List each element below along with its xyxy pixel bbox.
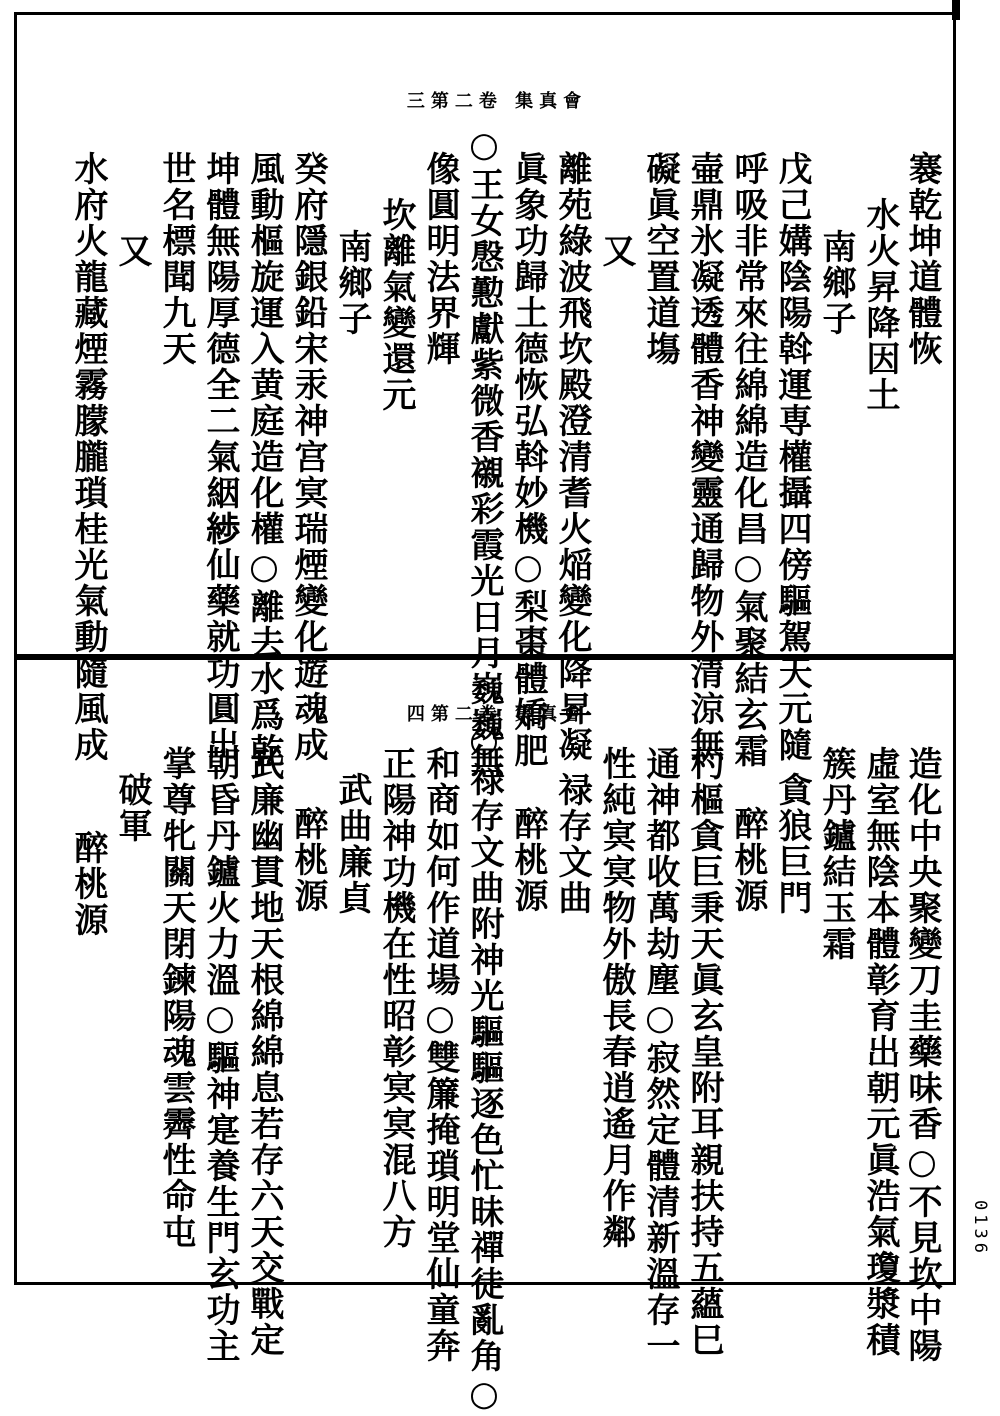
text-column: 破軍 — [112, 772, 152, 844]
page-number: 0136 — [970, 1200, 990, 1257]
text-column: 戊己媾陰陽斡運専權攝四傍驅駕天元隨 — [772, 151, 812, 763]
text-column: 正陽神功機在性昭彰㝠㝠混八方 — [376, 746, 416, 1250]
text-column: 簇丹鑪結玉霜 — [816, 746, 856, 962]
text-column: 醉桃源 — [508, 806, 548, 914]
text-column: 和商如何作道場○雙簾掩瑣明堂仙童奔 — [420, 746, 460, 1364]
text-column: 呼吸非常來往綿綿造化昌○氣聚結玄霜 — [728, 151, 768, 769]
text-column: 醉桃源 — [288, 806, 328, 914]
text-column: 坤體無陽厚德全二氣絪𦁗仙藥就功圓出 — [200, 151, 240, 763]
page-header: 三第二卷 集真會 — [406, 91, 588, 112]
text-column: 南鄉子 — [816, 229, 856, 337]
text-column: 南鄉子 — [332, 229, 372, 337]
page-header: 四第二卷 集真會 — [406, 704, 588, 725]
text-column: 風動樞旋運入黄庭造化權○離去水爲乾 — [244, 151, 284, 769]
text-column: 壷鼎氷凝透體香神變靈通歸物外清涼無 — [684, 151, 724, 763]
text-column: 癸府隱銀鉛宋汞神宫㝠瑞煙變化遊魂成 — [288, 151, 328, 763]
text-column: 礙眞空置道塲 — [640, 151, 680, 367]
text-column: 杓樞貪巨秉天眞玄皇附耳親扶持五蘊巳 — [684, 746, 724, 1358]
text-column: 水府火龍藏煙霧朦朧瑣桂光氣動隨風成 — [68, 151, 108, 763]
text-column: 性純㝠㝠物外傲長春逍遙月作鄰 — [596, 746, 636, 1250]
text-column: 朝昏丹鑪火力溫○驅神寔養生門玄功主 — [200, 746, 240, 1364]
text-column: 醉桃源 — [728, 806, 768, 914]
text-column: 造化中央聚變刀圭藥味香○不見坎中陽 — [902, 746, 942, 1364]
text-column: 像圓明法界輝 — [420, 151, 460, 367]
text-column: 又 — [596, 233, 636, 269]
text-column: 武曲廉貞 — [332, 772, 372, 916]
text-column: 離苑綠波飛坎殿澄清耆火㷔變化降昇凝 — [552, 151, 592, 763]
text-column: 坎離氣變還元 — [376, 197, 416, 413]
text-column: 世名標聞九天 — [156, 151, 196, 367]
text-column: 醉桃源 — [68, 830, 108, 938]
text-column: ○禄存文曲附神光驅驅逐色忙昧禪徒亂角○ — [464, 720, 504, 1416]
text-column: 虛室無陰本體彰育出朝元眞浩氣瓊漿積 — [860, 746, 900, 1358]
text-column: 掌尊牝關天閉鍊陽魂雲霽性命屯 — [156, 746, 196, 1250]
text-column: 水火昇降因土 — [860, 197, 900, 413]
text-column: ○王女慇懃獻紫微香襯彩霞光日月巍巍無 — [464, 125, 504, 779]
text-column: 貪狼巨門 — [772, 772, 812, 916]
text-column: 武廉幽貫地天根綿綿息若存六天交戰定 — [244, 746, 284, 1358]
text-column: 又 — [112, 233, 152, 269]
text-column: 褰乾坤道體恢 — [902, 151, 942, 367]
text-column: 禄存文曲 — [552, 772, 592, 916]
bottom-page-panel — [14, 657, 956, 1416]
text-column: 通神都收萬劫塵○寂然定體清新溫存一 — [640, 746, 680, 1364]
text-column: 眞象功歸土德恢弘斡妙機○梨棗體嬌肥 — [508, 151, 548, 769]
